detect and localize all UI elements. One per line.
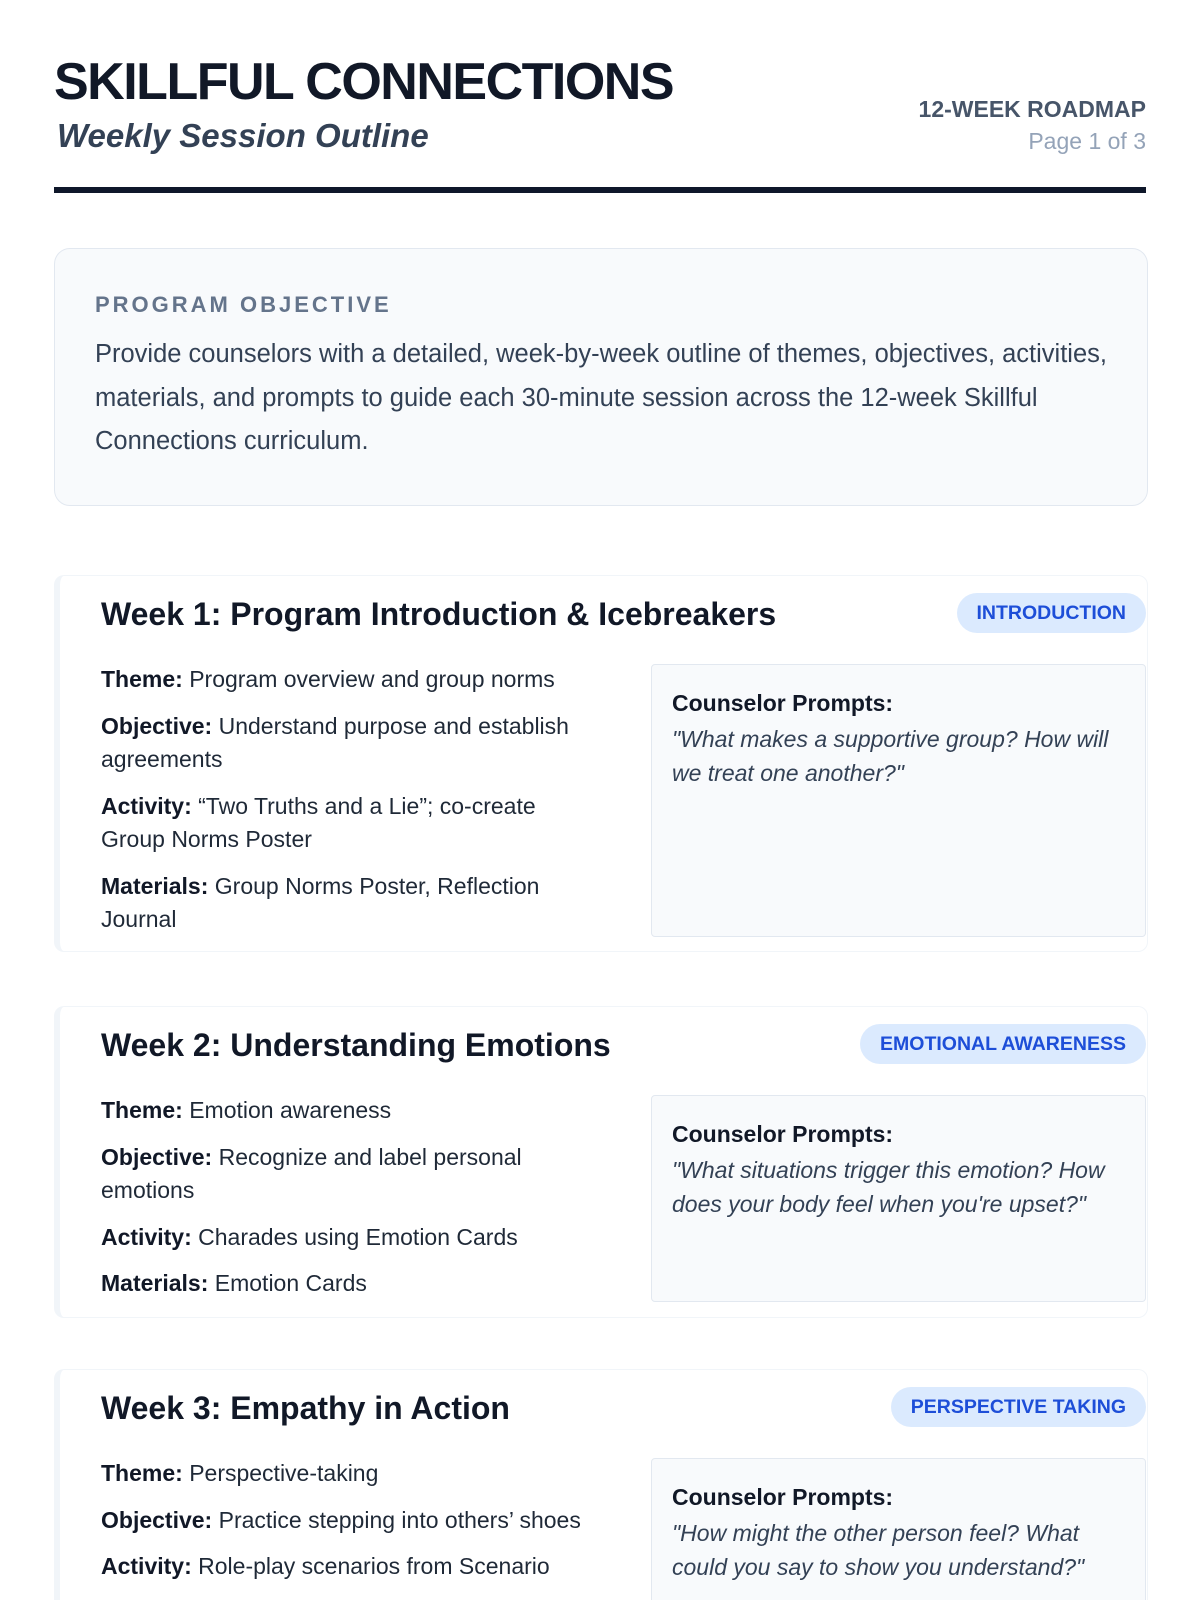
week-title: Week 3: Empathy in Action [101,1390,510,1426]
counselor-prompts-label: Counselor Prompts: [672,1484,894,1510]
week-activity [101,790,601,857]
activity-label: Activity: [101,792,192,819]
week-theme [101,1094,601,1128]
week-category-badge: INTRODUCTION [957,593,1147,633]
program-objective-box [54,248,1148,506]
counselor-prompts-text: "How might the other person feel? What could you say to show you understand?" [672,1520,1085,1580]
theme-label: Theme: [101,1460,183,1486]
page-indicator: Page 1 of 3 [1028,128,1146,154]
materials-label: Materials: [101,1270,209,1296]
counselor-prompts-box [651,1458,1146,1600]
week-title: Week 1: Program Introduction & Icebreakers [101,596,777,632]
header-meta [919,94,1146,158]
week-card-1 [54,575,1148,952]
week-card-3 [54,1369,1148,1600]
theme-value: Program overview and group norms [189,666,555,692]
activity-value: Charades using Emotion Cards [198,1223,518,1250]
document-subtitle: Weekly Session Outline [57,117,429,154]
week-objective [101,1141,601,1208]
week-category-badge: PERSPECTIVE TAKING [891,1387,1146,1427]
objective-value: Recognize and label personal emotions [101,1143,522,1203]
objective-label: Objective: [101,712,213,739]
week-activity [101,1550,601,1584]
week-card-2 [54,1006,1148,1318]
theme-value: Perspective-taking [189,1460,379,1486]
activity-value: Role-play scenarios from Scenario [198,1553,550,1579]
week-category-badge: EMOTIONAL AWARENESS [860,1024,1146,1064]
counselor-prompts-label: Counselor Prompts: [672,690,894,716]
week-theme [101,663,601,697]
week-title: Week 2: Understanding Emotions [101,1027,611,1063]
counselor-prompts-text: "What makes a supportive group? How will we treat one another?" [672,726,1109,786]
week-objective [101,710,601,777]
week-activity [101,1221,601,1255]
week-materials [101,1267,601,1301]
objective-value: Practice stepping into others’ shoes [218,1506,581,1533]
week-materials [101,870,601,937]
objective-label: Objective: [101,1143,213,1170]
week-details [101,663,601,950]
materials-value: Emotion Cards [214,1270,367,1296]
theme-label: Theme: [101,666,183,692]
week-objective [101,1504,601,1538]
header-divider [54,187,1146,193]
week-details [101,1457,601,1597]
program-objective-text: Provide counselors with a detailed, week-by-week outline of themes, objectives, activities, materials, and prompts to guide each 30-minute session across the 12-week Skillful Connections curriculum. [95,340,1107,455]
objective-value: Understand purpose and establish agreements [101,712,569,772]
theme-value: Emotion awareness [189,1097,392,1123]
document-header [54,0,1146,193]
counselor-prompts-box [651,664,1146,937]
activity-label: Activity: [101,1553,192,1579]
activity-value: “Two Truths and a Lie”; co-create Group Norms Poster [101,792,536,852]
objective-label: Objective: [101,1506,213,1533]
counselor-prompts-box [651,1095,1146,1302]
week-details [101,1094,601,1314]
activity-label: Activity: [101,1223,192,1250]
theme-label: Theme: [101,1097,183,1123]
counselor-prompts-text: "What situations trigger this emotion? How does your body feel when you're upset?" [672,1157,1105,1217]
roadmap-label: 12-WEEK ROADMAP [918,96,1146,122]
week-theme [101,1457,601,1491]
materials-value: Group Norms Poster, Reflection Journal [101,872,540,932]
document-title: SKILLFUL CONNECTIONS [54,53,674,111]
materials-label: Materials: [101,872,209,899]
program-objective-label: PROGRAM OBJECTIVE [95,292,392,317]
counselor-prompts-label: Counselor Prompts: [672,1121,894,1147]
